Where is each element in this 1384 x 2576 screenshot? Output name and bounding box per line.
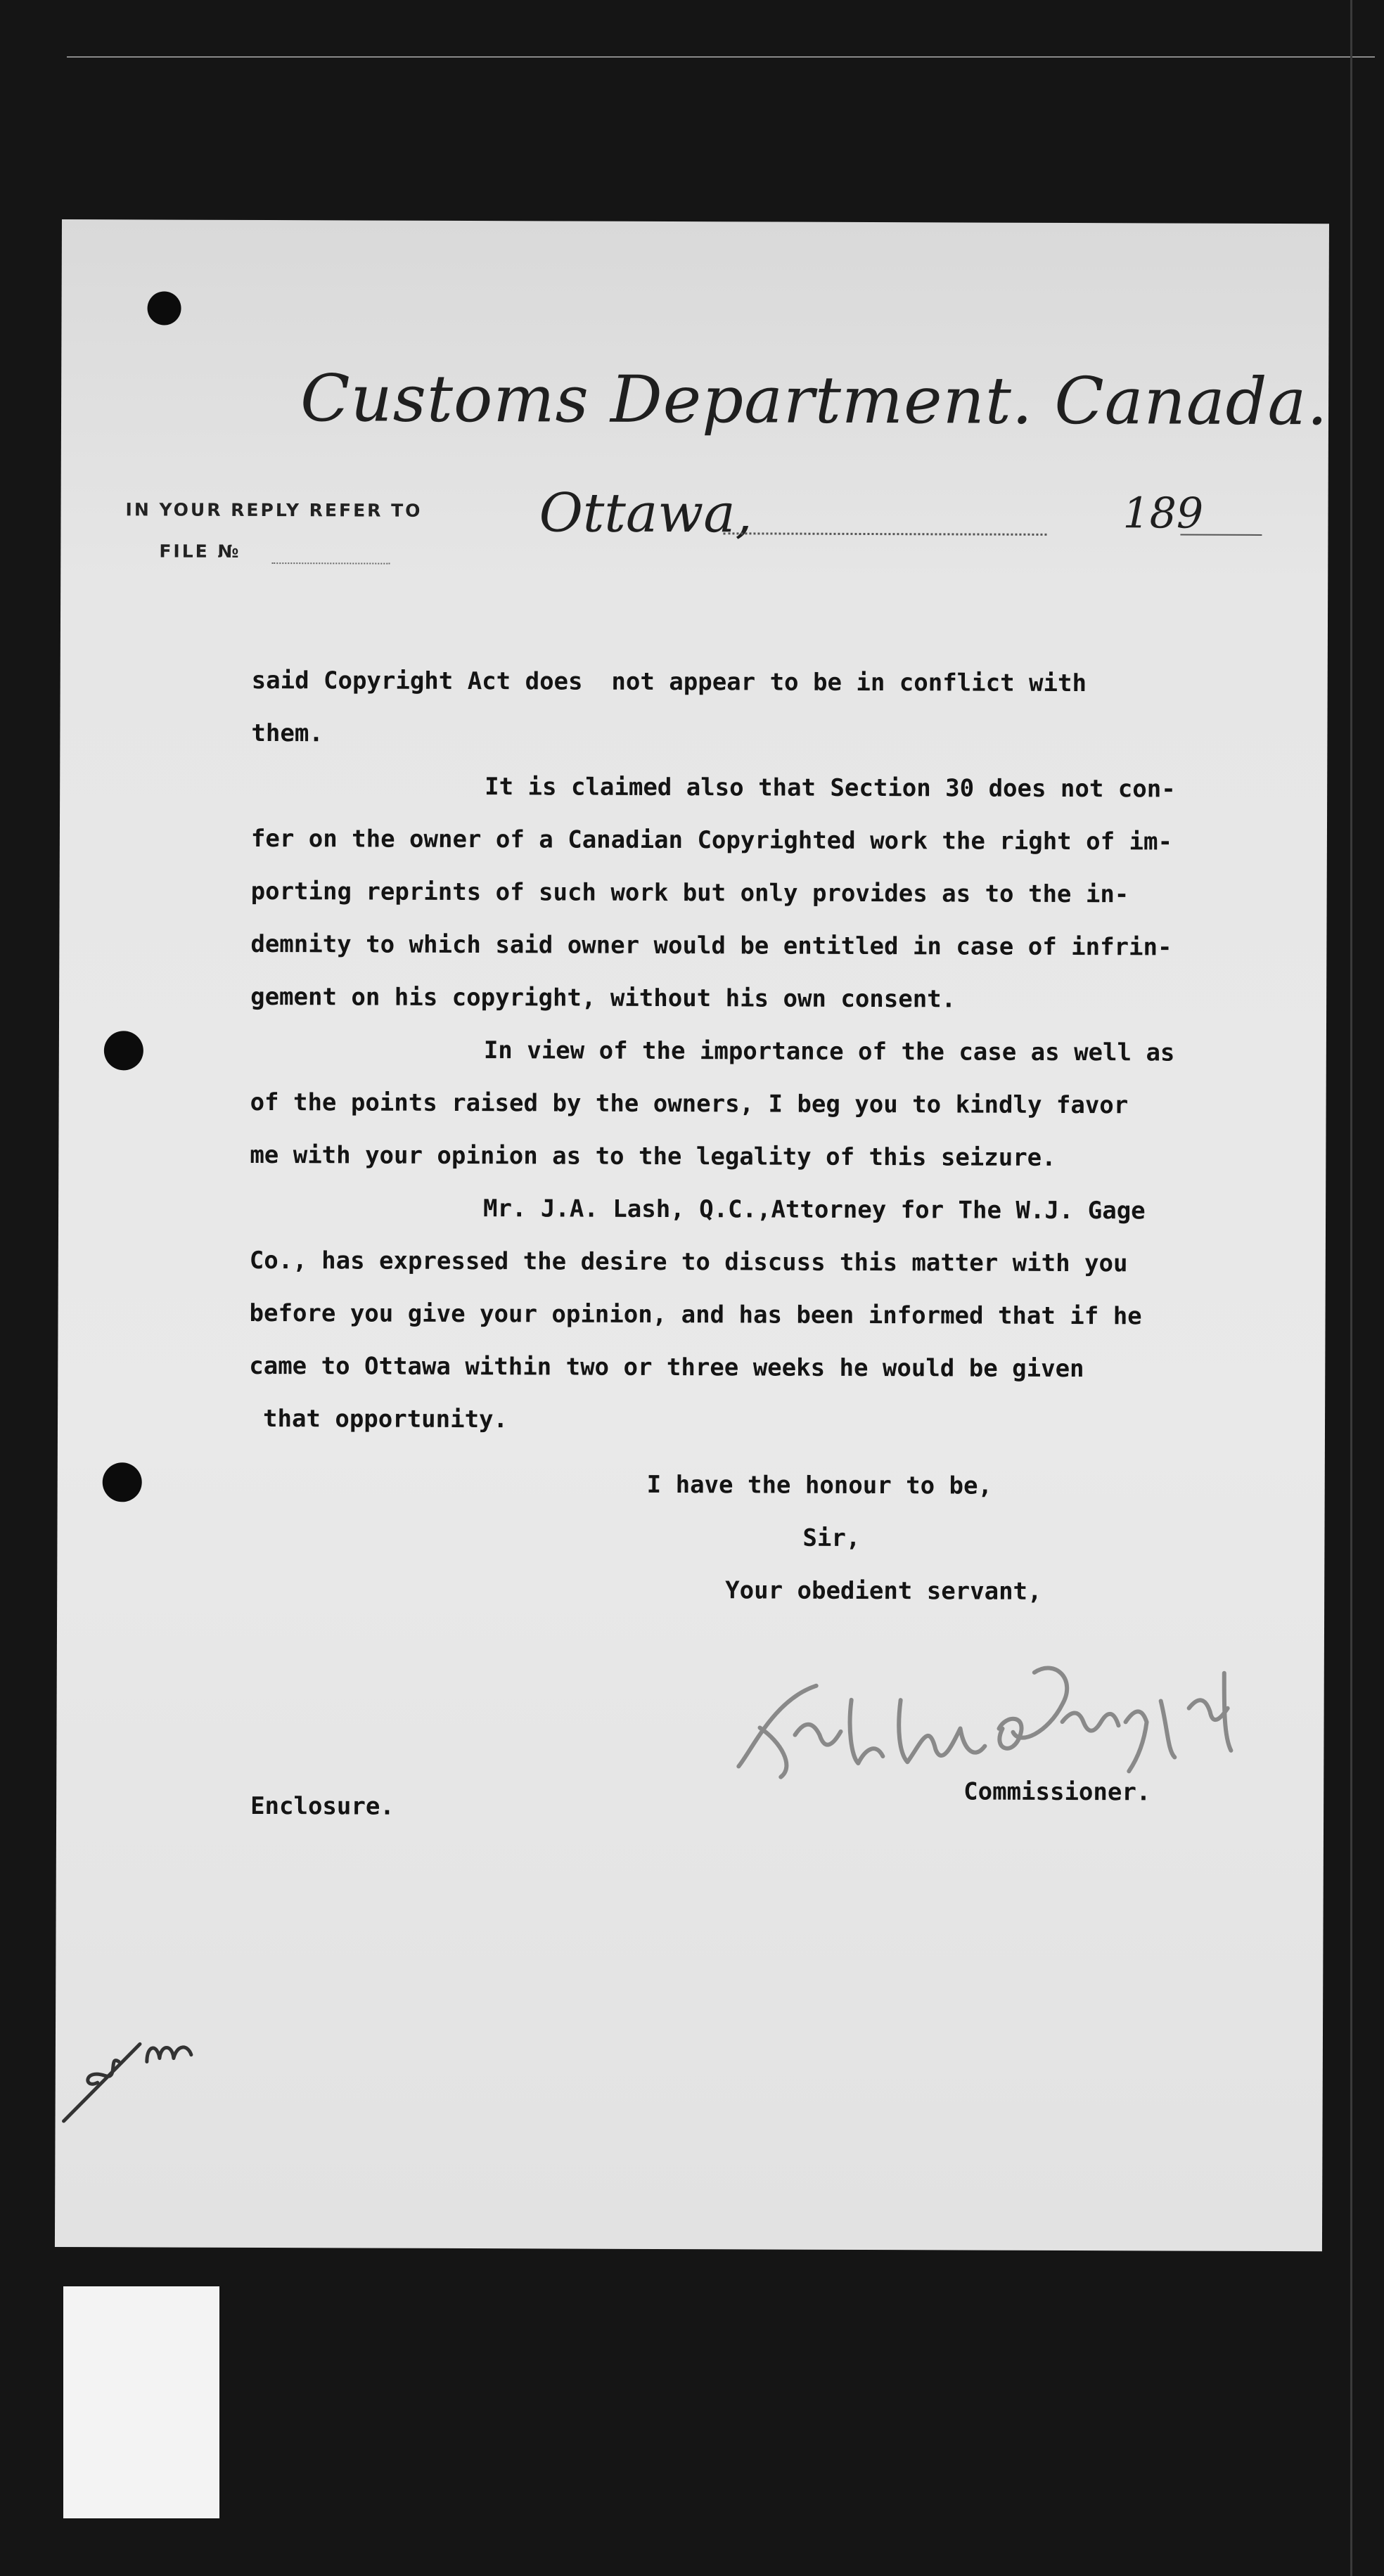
body-line: demnity to which said owner would be entitled in case of infrin-: [250, 929, 1172, 962]
body-line: that opportunity.: [262, 1405, 508, 1434]
closing-line: I have the honour to be,: [646, 1470, 993, 1500]
file-number-blank: [271, 562, 390, 565]
body-line: said Copyright Act does not appear to be in conflict with: [251, 666, 1087, 698]
body-line: of the points raised by the owners, I beg you to kindly favor: [250, 1088, 1129, 1120]
handwritten-signature: [731, 1643, 1267, 1793]
closing-line: Sir,: [802, 1524, 861, 1552]
file-number-label: FILE №: [159, 541, 241, 562]
body-line: porting reprints of such work but only provides as to the in-: [250, 877, 1129, 909]
handwritten-initials: [56, 1977, 225, 2132]
place-name: Ottawa,: [539, 481, 752, 545]
enclosure-note: Enclosure.: [250, 1791, 395, 1821]
body-line: before you give your opinion, and has been informed that if he: [249, 1299, 1142, 1331]
letterhead-title: Customs Department. Canada.: [300, 361, 1328, 440]
file-number-row: [159, 541, 454, 569]
white-tab: [63, 2286, 219, 2518]
body-line: me with your opinion as to the legality of this seizure.: [250, 1140, 1056, 1172]
body-line: Mr. J.A. Lash, Q.C.,Attorney for The W.J. Gage: [483, 1194, 1146, 1225]
year-prefix: 189: [1122, 489, 1204, 539]
body-line: them.: [251, 719, 323, 748]
body-line: Co., has expressed the desire to discuss this matter with you: [249, 1246, 1128, 1278]
body-line: came to Ottawa within two or three weeks he would be given: [249, 1351, 1084, 1384]
closing-line: Your obedient servant,: [725, 1576, 1042, 1606]
film-edge: [1350, 0, 1352, 2576]
year-blank: [1180, 534, 1262, 536]
body-line: gement on his copyright, without his own consent.: [250, 982, 956, 1014]
dateline: [539, 481, 1270, 547]
punch-hole: [147, 291, 181, 325]
body-line: fer on the owner of a Canadian Copyrighted work the right of im-: [250, 824, 1173, 856]
closing-block: [646, 1459, 1042, 1618]
punch-hole: [104, 1031, 143, 1070]
date-blank: [723, 532, 1046, 536]
letter-page: [55, 219, 1329, 2251]
body-line: In view of the importance of the case as well as: [483, 1036, 1175, 1067]
punch-hole: [103, 1462, 142, 1502]
film-border-line: [67, 56, 1375, 58]
reply-reference-label: IN YOUR REPLY REFER TO: [125, 499, 423, 521]
signatory-title: Commissioner.: [963, 1777, 1151, 1807]
body-line: It is claimed also that Section 30 does not con-: [485, 773, 1176, 804]
letter-body: [249, 655, 1293, 1449]
